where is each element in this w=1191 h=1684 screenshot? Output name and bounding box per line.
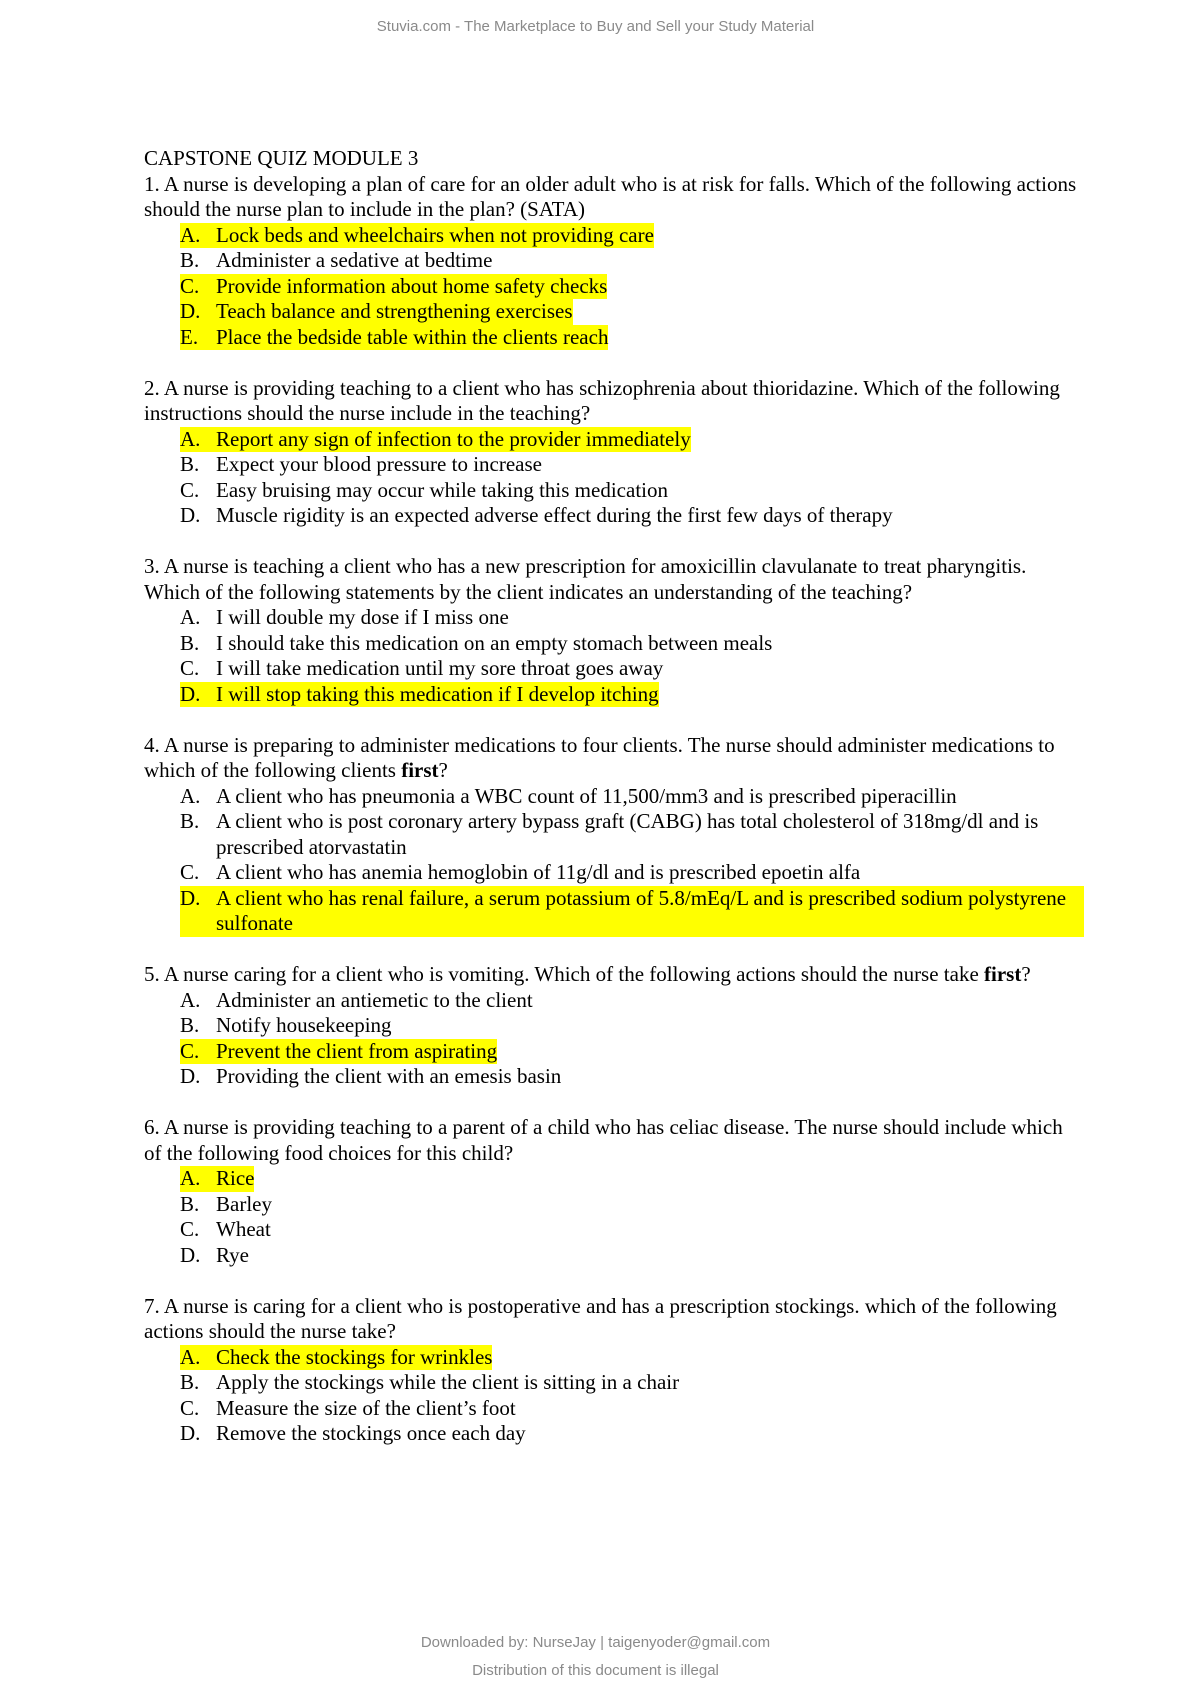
option-letter: D. [180, 299, 216, 325]
answer-option [144, 1217, 1084, 1243]
question-3 [144, 554, 1084, 707]
answer-options [144, 784, 1084, 937]
option-text: A client who is post coronary artery bypass graft (CABG) has total cholesterol of 318mg/dl and is prescribed atorvastatin [216, 809, 1039, 859]
answer-option [144, 248, 1084, 274]
option-text: Check the stockings for wrinkles [216, 1344, 493, 1369]
question-stem-text: 6. A nurse is providing teaching to a parent of a child who has celiac disease. The nurse should include which of the following food choices for this child? [144, 1115, 1063, 1165]
answer-options [144, 1166, 1084, 1268]
option-letter: B. [180, 452, 200, 476]
option-letter: D. [180, 682, 216, 708]
option-letter: B. [180, 1191, 200, 1216]
option-text: Wheat [216, 1217, 271, 1241]
question-2 [144, 376, 1084, 529]
option-text: I will take medication until my sore throat goes away [216, 656, 664, 680]
option-text: Administer an antiemetic to the client [216, 987, 533, 1012]
answer-options [144, 1345, 1084, 1447]
option-text: Administer a sedative at bedtime [216, 248, 493, 272]
option-letter: D. [180, 1421, 201, 1445]
answer-option-highlighted [144, 299, 1084, 325]
option-text: Lock beds and wheelchairs when not providing care [216, 222, 654, 247]
answer-option-highlighted [144, 1039, 1084, 1065]
option-letter: C. [180, 1217, 200, 1241]
question-stem-text: 2. A nurse is providing teaching to a client who has schizophrenia about thioridazine. Which of the following instructions should the nurse include in the teaching? [144, 375, 1060, 425]
answer-option-highlighted [144, 1166, 1084, 1192]
option-text: A client who has renal failure, a serum potassium of 5.8/mEq/L and is prescribed sodium polystyrene sulfonate [216, 886, 1084, 937]
answer-option [144, 478, 1084, 504]
answer-options [144, 427, 1084, 529]
option-text: A client who has anemia hemoglobin of 11g/dl and is prescribed epoetin alfa [216, 860, 861, 884]
question-stem [144, 733, 1084, 784]
answer-option [144, 605, 1084, 631]
question-6 [144, 1115, 1084, 1268]
answer-option [144, 988, 1084, 1014]
document-title: CAPSTONE QUIZ MODULE 3 [144, 146, 419, 170]
option-text: Rice [216, 1166, 255, 1190]
question-stem-emphasis: first [401, 758, 439, 782]
answer-option [144, 1396, 1084, 1422]
distribution-notice: Distribution of this document is illegal [472, 1662, 719, 1679]
question-stem [144, 172, 1084, 223]
question-7 [144, 1294, 1084, 1447]
option-letter: A. [180, 1345, 216, 1371]
answer-option-highlighted [144, 1345, 1084, 1371]
answer-option [144, 656, 1084, 682]
option-text: Teach balance and strengthening exercises [216, 299, 573, 323]
answer-options [144, 988, 1084, 1090]
option-text: Provide information about home safety checks [216, 273, 608, 298]
question-1 [144, 172, 1084, 351]
option-letter: E. [180, 325, 216, 351]
option-letter: A. [180, 223, 216, 249]
option-text: Easy bruising may occur while taking this medication [216, 477, 668, 502]
question-stem-text: 4. A nurse is preparing to administer medications to four clients. The nurse should administer medications to which of the following clients [144, 732, 1055, 782]
option-letter: C. [180, 1395, 200, 1420]
option-letter: D. [180, 1064, 201, 1088]
stuvia-watermark: Stuvia.com - The Marketplace to Buy and Sell your Study Material [376, 18, 815, 35]
option-text: I should take this medication on an empty stomach between meals [216, 630, 773, 655]
option-letter: C. [180, 274, 216, 300]
option-letter: C. [180, 477, 200, 502]
option-text: Rye [216, 1242, 249, 1267]
option-letter: B. [180, 248, 200, 272]
question-stem [144, 1115, 1084, 1166]
option-letter: C. [180, 656, 200, 680]
answer-option [144, 784, 1084, 810]
option-text: I will stop taking this medication if I develop itching [216, 681, 659, 706]
answer-option-highlighted [144, 427, 1084, 453]
option-text: Providing the client with an emesis basin [216, 1064, 562, 1088]
question-stem-text: 7. A nurse is caring for a client who is postoperative and has a prescription stockings. which of the following actions should the nurse take? [144, 1293, 1057, 1343]
option-text: Measure the size of the client’s foot [216, 1395, 516, 1420]
answer-option [144, 1013, 1084, 1039]
option-letter: D. [180, 886, 216, 937]
answer-option [144, 1243, 1084, 1269]
answer-option [144, 631, 1084, 657]
answer-option-highlighted [144, 223, 1084, 249]
answer-option-highlighted [144, 325, 1084, 351]
answer-option [144, 1064, 1084, 1090]
answer-option [144, 452, 1084, 478]
option-letter: C. [180, 860, 200, 884]
question-stem-suffix: ? [1021, 962, 1031, 986]
answer-options [144, 605, 1084, 707]
option-letter: B. [180, 809, 200, 833]
option-text: Expect your blood pressure to increase [216, 452, 542, 476]
option-letter: B. [180, 630, 200, 655]
answer-option [144, 1421, 1084, 1447]
answer-option-highlighted [144, 682, 1084, 708]
question-stem-text: 5. A nurse caring for a client who is vomiting. Which of the following actions should the nurse take [144, 962, 985, 986]
option-text: Barley [216, 1191, 272, 1216]
question-4 [144, 733, 1084, 937]
downloaded-by-footer: Downloaded by: NurseJay | taigenyoder@gmail.com [420, 1634, 771, 1651]
option-text: Muscle rigidity is an expected adverse effect during the first few days of therapy [216, 503, 893, 527]
question-stem-suffix: ? [438, 758, 448, 782]
option-letter: A. [180, 605, 201, 629]
question-stem [144, 554, 1084, 605]
option-letter: D. [180, 503, 201, 527]
question-stem-emphasis: first [984, 962, 1022, 986]
answer-option [144, 1370, 1084, 1396]
question-stem-text: 1. A nurse is developing a plan of care for an older adult who is at risk for falls. Which of the following actions should the nurse plan to include in the plan? (SATA) [144, 171, 1077, 221]
option-letter: A. [180, 1166, 216, 1192]
answer-options [144, 223, 1084, 351]
answer-option [144, 860, 1084, 886]
option-text: Place the bedside table within the clients reach [216, 324, 609, 349]
option-text: Remove the stockings once each day [216, 1421, 526, 1445]
option-letter: A. [180, 427, 216, 453]
answer-option [144, 809, 1084, 860]
question-5 [144, 962, 1084, 1090]
option-letter: C. [180, 1039, 216, 1065]
question-stem [144, 376, 1084, 427]
option-letter: A. [180, 987, 201, 1012]
option-letter: B. [180, 1370, 200, 1394]
option-letter: B. [180, 1013, 200, 1037]
option-text: Notify housekeeping [216, 1013, 392, 1037]
option-text: I will double my dose if I miss one [216, 605, 509, 629]
answer-option [144, 503, 1084, 529]
option-text: Report any sign of infection to the provider immediately [216, 426, 691, 451]
option-letter: A. [180, 783, 201, 808]
question-stem [144, 962, 1084, 988]
answer-option-highlighted [144, 274, 1084, 300]
answer-option-highlighted [144, 886, 1084, 937]
option-text: Prevent the client from aspirating [216, 1038, 498, 1063]
document-body [144, 146, 1084, 1472]
option-text: A client who has pneumonia a WBC count of 11,500/mm3 and is prescribed piperacillin [216, 783, 957, 808]
option-letter: D. [180, 1242, 201, 1267]
question-stem [144, 1294, 1084, 1345]
answer-option [144, 1192, 1084, 1218]
question-list [144, 172, 1084, 1447]
option-text: Apply the stockings while the client is sitting in a chair [216, 1370, 680, 1394]
question-stem-text: 3. A nurse is teaching a client who has a new prescription for amoxicillin clavulanate to treat pharyngitis. Which of the following statements by the client indicates an understanding of the teaching? [144, 554, 1027, 604]
